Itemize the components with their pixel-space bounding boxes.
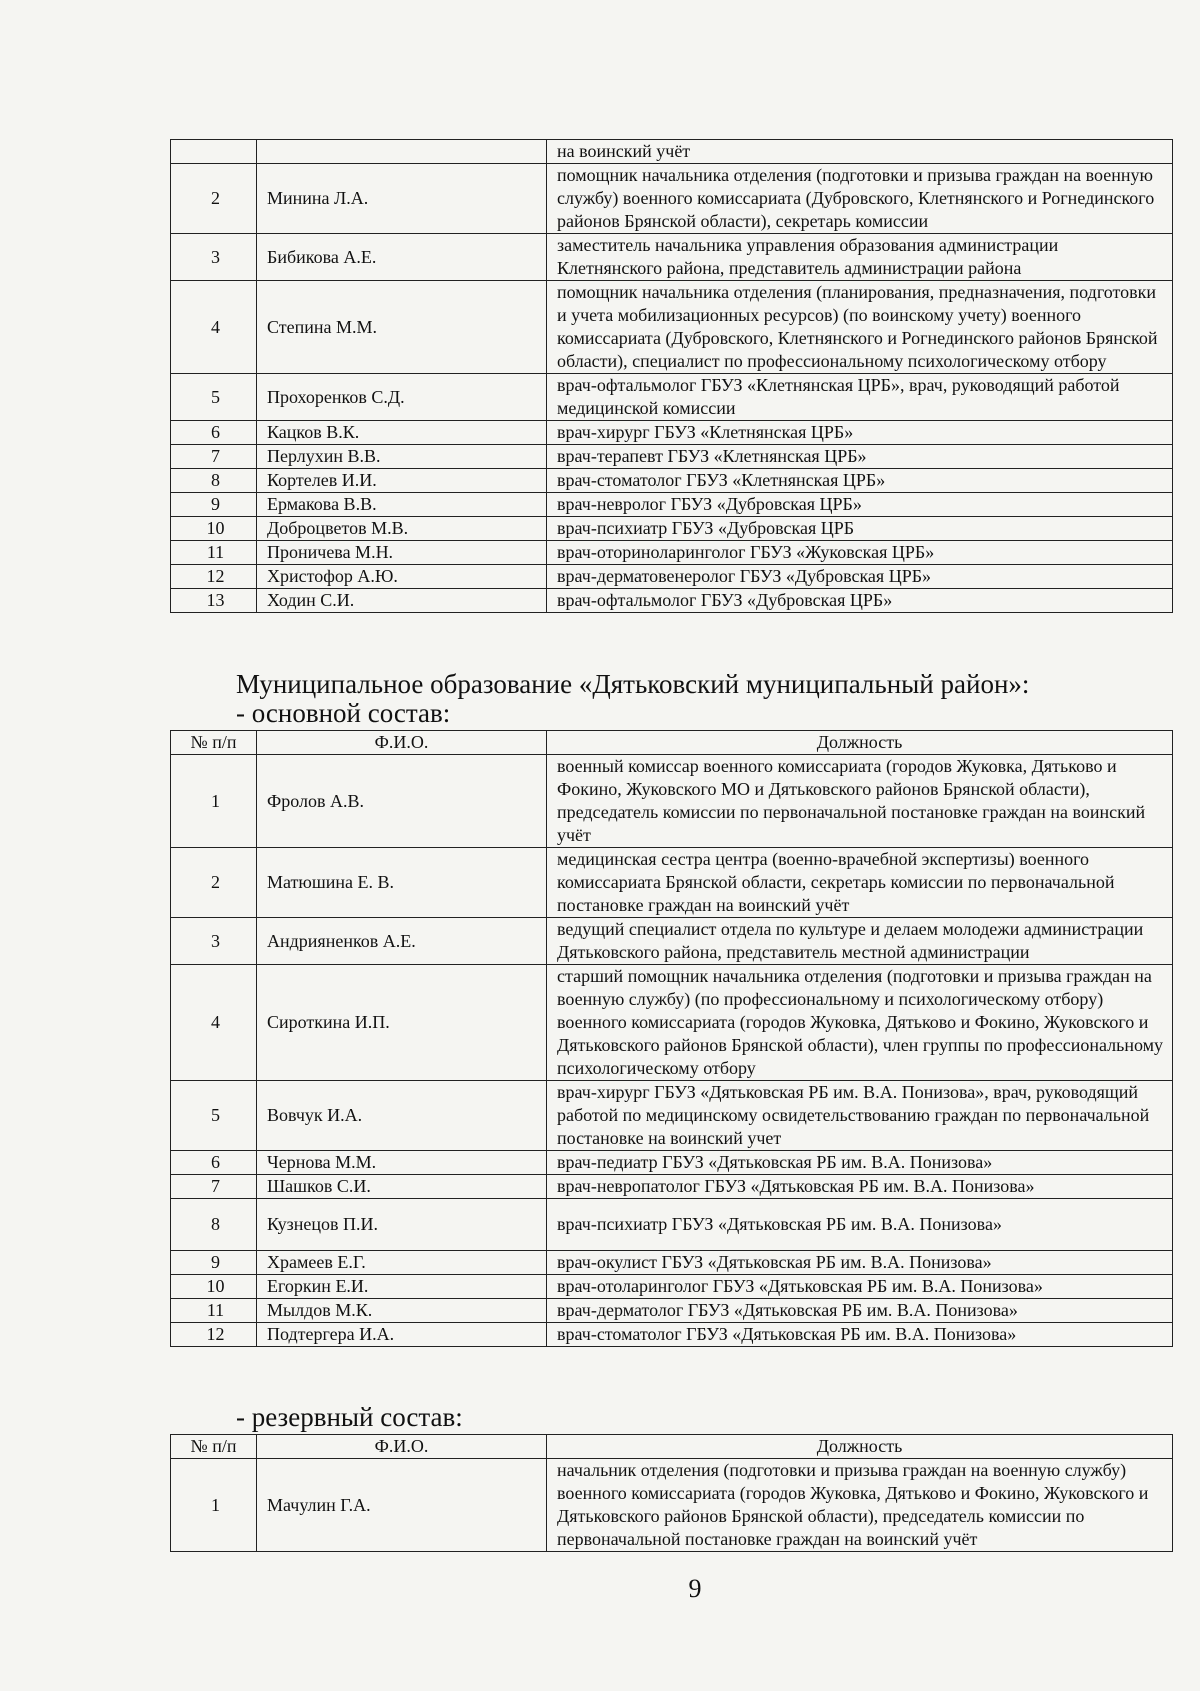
table-row <box>171 755 1173 848</box>
page-number: 9 <box>688 1574 702 1603</box>
header-position: Должность <box>547 731 1173 755</box>
table-row <box>171 445 1173 469</box>
row-position: врач-хирург ГБУЗ «Клетнянская ЦРБ» <box>547 421 1173 445</box>
row-position: врач-психиатр ГБУЗ «Дубровская ЦРБ <box>547 517 1173 541</box>
row-number: 7 <box>171 445 257 469</box>
row-name: Чернова М.М. <box>257 1151 547 1175</box>
table-row <box>171 1275 1173 1299</box>
row-name: Андрияненков А.Е. <box>257 918 547 965</box>
row-name <box>257 140 547 164</box>
row-number: 6 <box>171 421 257 445</box>
row-name: Матюшина Е. В. <box>257 848 547 918</box>
table-row <box>171 918 1173 965</box>
row-name: Мылдов М.К. <box>257 1299 547 1323</box>
table-row <box>171 1081 1173 1151</box>
row-number: 9 <box>171 1251 257 1275</box>
table-row <box>171 493 1173 517</box>
main-composition-table <box>170 730 1173 1347</box>
section-title: Муниципальное образование «Дятьковский муниципальный район»: <box>236 669 1030 699</box>
table-row <box>171 965 1173 1081</box>
row-position: врач-офтальмолог ГБУЗ «Клетнянская ЦРБ», врач, руководящий работой медицинской комиссии <box>547 374 1173 421</box>
table-row <box>171 1151 1173 1175</box>
row-position: на воинский учёт <box>547 140 1173 164</box>
row-number: 1 <box>171 1459 257 1552</box>
row-name: Кузнецов П.И. <box>257 1199 547 1251</box>
row-position: врач-стоматолог ГБУЗ «Дятьковская РБ им. В.А. Понизова» <box>547 1323 1173 1347</box>
row-name: Шашков С.И. <box>257 1175 547 1199</box>
row-number: 2 <box>171 848 257 918</box>
row-number: 3 <box>171 234 257 281</box>
row-number: 9 <box>171 493 257 517</box>
header-number: № п/п <box>171 1435 257 1459</box>
row-name: Сироткина И.П. <box>257 965 547 1081</box>
row-number: 4 <box>171 281 257 374</box>
row-position: врач-дерматолог ГБУЗ «Дятьковская РБ им. В.А. Понизова» <box>547 1299 1173 1323</box>
row-position: врач-дерматовенеролог ГБУЗ «Дубровская ЦРБ» <box>547 565 1173 589</box>
row-name: Кацков В.К. <box>257 421 547 445</box>
row-number: 11 <box>171 541 257 565</box>
row-position: врач-стоматолог ГБУЗ «Клетнянская ЦРБ» <box>547 469 1173 493</box>
row-position: помощник начальника отделения (подготовки и призыва граждан на военную службу) военного комиссариата (Дубровского, Клетнянского и Рогнединского районов Брянской области), секретарь комиссии <box>547 164 1173 234</box>
row-name: Ходин С.И. <box>257 589 547 613</box>
header-position: Должность <box>547 1435 1173 1459</box>
row-name: Минина Л.А. <box>257 164 547 234</box>
table-row <box>171 140 1173 164</box>
row-position: врач-хирург ГБУЗ «Дятьковская РБ им. В.А. Понизова», врач, руководящий работой по медицинскому освидетельствованию граждан по первоначальной постановке на воинский учет <box>547 1081 1173 1151</box>
table-row <box>171 517 1173 541</box>
row-name: Перлухин В.В. <box>257 445 547 469</box>
row-number: 3 <box>171 918 257 965</box>
header-name: Ф.И.О. <box>257 1435 547 1459</box>
row-number <box>171 140 257 164</box>
table-row <box>171 234 1173 281</box>
table-header-row <box>171 1435 1173 1459</box>
row-name: Подтергера И.А. <box>257 1323 547 1347</box>
row-number: 12 <box>171 1323 257 1347</box>
row-name: Вовчук И.А. <box>257 1081 547 1151</box>
table-row <box>171 1459 1173 1552</box>
row-number: 5 <box>171 374 257 421</box>
row-position: медицинская сестра центра (военно-врачебной экспертизы) военного комиссариата Брянской области, секретарь комиссии по первоначальной постановке граждан на воинский учёт <box>547 848 1173 918</box>
row-number: 1 <box>171 755 257 848</box>
row-position: врач-педиатр ГБУЗ «Дятьковская РБ им. В.А. Понизова» <box>547 1151 1173 1175</box>
row-name: Бибикова А.Е. <box>257 234 547 281</box>
row-number: 6 <box>171 1151 257 1175</box>
reserve-composition-table <box>170 1434 1173 1552</box>
row-name: Фролов А.В. <box>257 755 547 848</box>
row-name: Прохоренков С.Д. <box>257 374 547 421</box>
main-composition-heading: - основной состав: <box>236 698 451 728</box>
row-position: ведущий специалист отдела по культуре и делаем молодежи администрации Дятьковского района, представитель местной администрации <box>547 918 1173 965</box>
row-name: Степина М.М. <box>257 281 547 374</box>
row-position: военный комиссар военного комиссариата (городов Жуковка, Дятьково и Фокино, Жуковского МО и Дятьковского районов Брянской области), председатель комиссии по первоначальной постановке граждан на воинский учёт <box>547 755 1173 848</box>
row-position: врач-невропатолог ГБУЗ «Дятьковская РБ им. В.А. Понизова» <box>547 1175 1173 1199</box>
row-name: Кортелев И.И. <box>257 469 547 493</box>
table-row <box>171 1299 1173 1323</box>
row-name: Храмеев Е.Г. <box>257 1251 547 1275</box>
table-header-row <box>171 731 1173 755</box>
row-number: 4 <box>171 965 257 1081</box>
row-name: Егоркин Е.И. <box>257 1275 547 1299</box>
table-row <box>171 164 1173 234</box>
row-number: 13 <box>171 589 257 613</box>
header-name: Ф.И.О. <box>257 731 547 755</box>
row-name: Христофор А.Ю. <box>257 565 547 589</box>
row-number: 10 <box>171 517 257 541</box>
table-row <box>171 421 1173 445</box>
table-row <box>171 374 1173 421</box>
row-number: 8 <box>171 1199 257 1251</box>
row-name: Мачулин Г.А. <box>257 1459 547 1552</box>
row-number: 7 <box>171 1175 257 1199</box>
row-position: помощник начальника отделения (планирования, предназначения, подготовки и учета мобилизационных ресурсов) (по воинскому учету) военного комиссариата (Дубровского, Клетнянского и Рогнединского районов Брянской области), специалист по профессиональному психологическому отбору <box>547 281 1173 374</box>
table-row <box>171 1323 1173 1347</box>
row-position: врач-оториноларинголог ГБУЗ «Жуковская ЦРБ» <box>547 541 1173 565</box>
table-row <box>171 565 1173 589</box>
row-number: 12 <box>171 565 257 589</box>
row-position: врач-терапевт ГБУЗ «Клетнянская ЦРБ» <box>547 445 1173 469</box>
table-row <box>171 1251 1173 1275</box>
header-number: № п/п <box>171 731 257 755</box>
row-position: врач-психиатр ГБУЗ «Дятьковская РБ им. В.А. Понизова» <box>547 1199 1173 1251</box>
table-row <box>171 469 1173 493</box>
row-name: Ермакова В.В. <box>257 493 547 517</box>
row-number: 8 <box>171 469 257 493</box>
row-position: врач-невролог ГБУЗ «Дубровская ЦРБ» <box>547 493 1173 517</box>
table-row <box>171 1175 1173 1199</box>
row-number: 11 <box>171 1299 257 1323</box>
table-row <box>171 1199 1173 1251</box>
reserve-composition-heading: - резервный состав: <box>236 1402 463 1432</box>
row-number: 2 <box>171 164 257 234</box>
row-position: заместитель начальника управления образования администрации Клетнянского района, представитель администрации района <box>547 234 1173 281</box>
table-row <box>171 281 1173 374</box>
row-number: 10 <box>171 1275 257 1299</box>
table-row <box>171 848 1173 918</box>
row-position: начальник отделения (подготовки и призыва граждан на военную службу) военного комиссариата (городов Жуковка, Дятьково и Фокино, Жуковского и Дятьковского районов Брянской области), председатель комиссии по первоначальной постановке граждан на воинский учёт <box>547 1459 1173 1552</box>
continued-commission-table <box>170 139 1173 613</box>
row-name: Проничева М.Н. <box>257 541 547 565</box>
row-position: врач-отоларинголог ГБУЗ «Дятьковская РБ им. В.А. Понизова» <box>547 1275 1173 1299</box>
row-position: старший помощник начальника отделения (подготовки и призыва граждан на военную службу) (по профессиональному и психологическому отбору) военного комиссариата (городов Жуковка, Дятьково и Фокино, Жуковского и Дятьковского районов Брянской области), член группы по профессиональному психологическому отбору <box>547 965 1173 1081</box>
row-name: Доброцветов М.В. <box>257 517 547 541</box>
table-row <box>171 541 1173 565</box>
table-row <box>171 589 1173 613</box>
row-position: врач-офтальмолог ГБУЗ «Дубровская ЦРБ» <box>547 589 1173 613</box>
row-number: 5 <box>171 1081 257 1151</box>
row-position: врач-окулист ГБУЗ «Дятьковская РБ им. В.А. Понизова» <box>547 1251 1173 1275</box>
